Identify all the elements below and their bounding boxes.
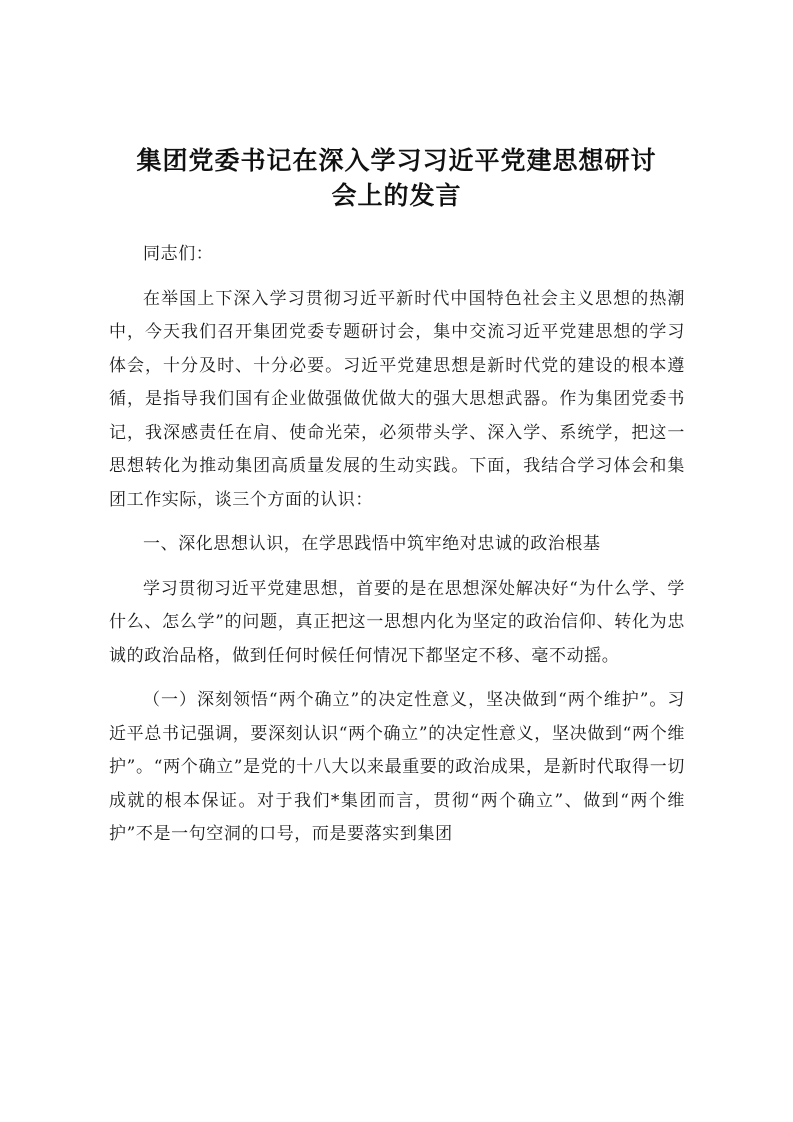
salutation: 同志们：: [143, 244, 214, 264]
title-line-2: 会上的发言: [331, 181, 462, 210]
section-heading-1: 一、深化思想认识，在学思践悟中筑牢绝对忠诚的政治根基: [143, 534, 601, 554]
document-body: [109, 238, 685, 852]
paragraph-section-1: 学习贯彻习近平党建思想，首要的是在思想深处解决好“为什么学、学什么、怎么学”的问题，真正把这一思想内化为坚定的政治信仰、转化为忠诚的政治品格，做到任何时候任何情况下都坚定不移、毫不动摇。: [109, 578, 685, 666]
title-line-1: 集团党委书记在深入学习习近平党建思想研讨: [136, 146, 657, 175]
paragraph-intro: 在举国上下深入学习贯彻习近平新时代中国特色社会主义思想的热潮中，今天我们召开集团党委专题研讨会，集中交流习近平党建思想的学习体会，十分及时、十分必要。习近平党建思想是新时代党的建设的根本遵循，是指导我们国有企业做强做优做大的强大思想武器。作为集团党委书记，我深感责任在肩、使命光荣，必须带头学、深入学、系统学，把这一思想转化为推动集团高质量发展的生动实践。下面，我结合学习体会和集团工作实际，谈三个方面的认识：: [109, 288, 685, 510]
paragraph-subsection-1: （一）深刻领悟“两个确立”的决定性意义，坚决做到“两个维护”。习近平总书记强调，要深刻认识“两个确立”的决定性意义，坚决做到“两个维护”。“两个确立”是党的十八大以来最重要的政治成果，是新时代取得一切成就的根本保证。对于我们*集团而言，贯彻“两个确立”、做到“两个维护”不是一句空洞的口号，而是要落实到集团: [109, 690, 685, 844]
document-title: [90, 143, 703, 213]
